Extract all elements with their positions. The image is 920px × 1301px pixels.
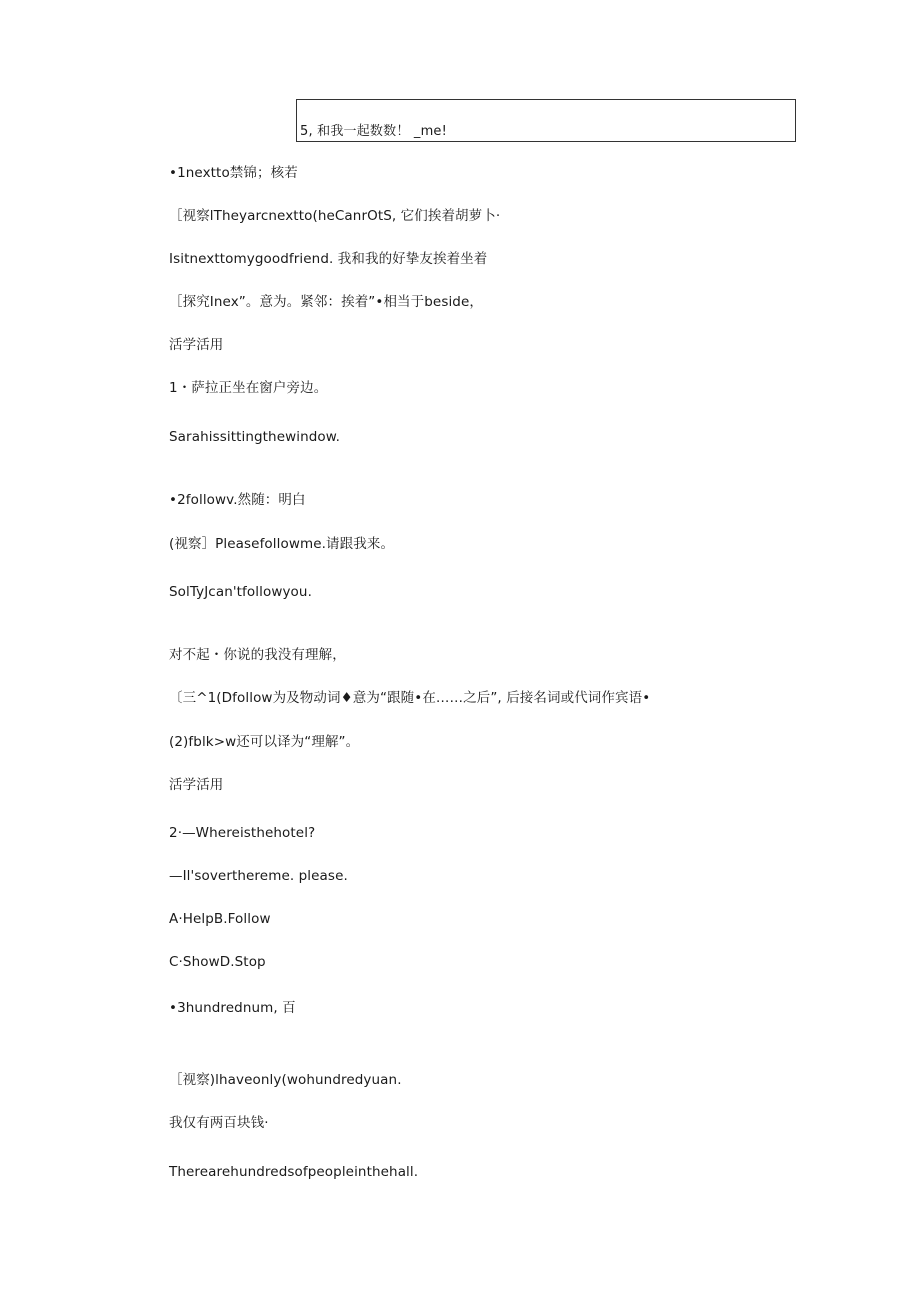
observe-example-follow: (视察］Pleasefollowme.请跟我来。 [169,536,395,552]
practice-heading: 活学活用 [169,777,224,793]
vocab-item-hundred: •3hundrednum, 百 [169,1000,296,1016]
vocab-item-follow: •2followv.然随：明白 [169,492,306,508]
exercise-1-sentence: Sarahissittingthewindow. [169,429,341,445]
observe-example-carrots: ［视察lTheyarcnextto(heCanrOtS, 它们挨着胡萝卜· [169,208,501,224]
exercise-2-answer: —Il'sovertherem​e. please. [169,868,348,884]
exercise-2-options-cd: C·ShowD.Stop [169,954,266,970]
example-sentence-hall: Therearehundredsofpeopleinthehall. [169,1164,419,1180]
exercise-1-prompt: 1・萨拉正坐在窗户旁边。 [169,380,328,396]
explore-note-nextto: ［探究Inex”。意为。紧邻：挨着”•相当于beside， [169,294,483,310]
practice-heading: 活学活用 [169,337,224,353]
observe-example-hundred: ［视察)lhaveonly(wohundredyuan. [169,1072,402,1088]
vocab-item-nextto: •1nextto禁锦；核若 [169,165,298,181]
exercise-2-options-ab: A·HelpB.Follow [169,911,271,927]
example-translation-hundred: 我仅有两百块钱· [169,1115,269,1131]
boxed-exercise-text: 5, 和我一起数数！ _me! [300,124,448,139]
example-translation-sorry: 对不起・你说的我没有理解， [169,647,346,663]
example-sentence-sorry: SolTyJcan'tfollowyou. [169,584,312,600]
boxed-exercise-line [296,99,796,142]
explore-note-follow-1: 〔三^1(Dfollow为及物动词♦意为“跟随•在……之后”, 后接名词或代词作宾语• [169,690,651,706]
explore-note-follow-2: (2)fblk>w还可以译为“理解”。 [169,734,360,750]
exercise-2-question: 2·—Whereisthehotel? [169,825,316,841]
example-sentence-friend: Isitnexttomygoodfriend. 我和我的好挚友挨着坐着 [169,251,488,267]
